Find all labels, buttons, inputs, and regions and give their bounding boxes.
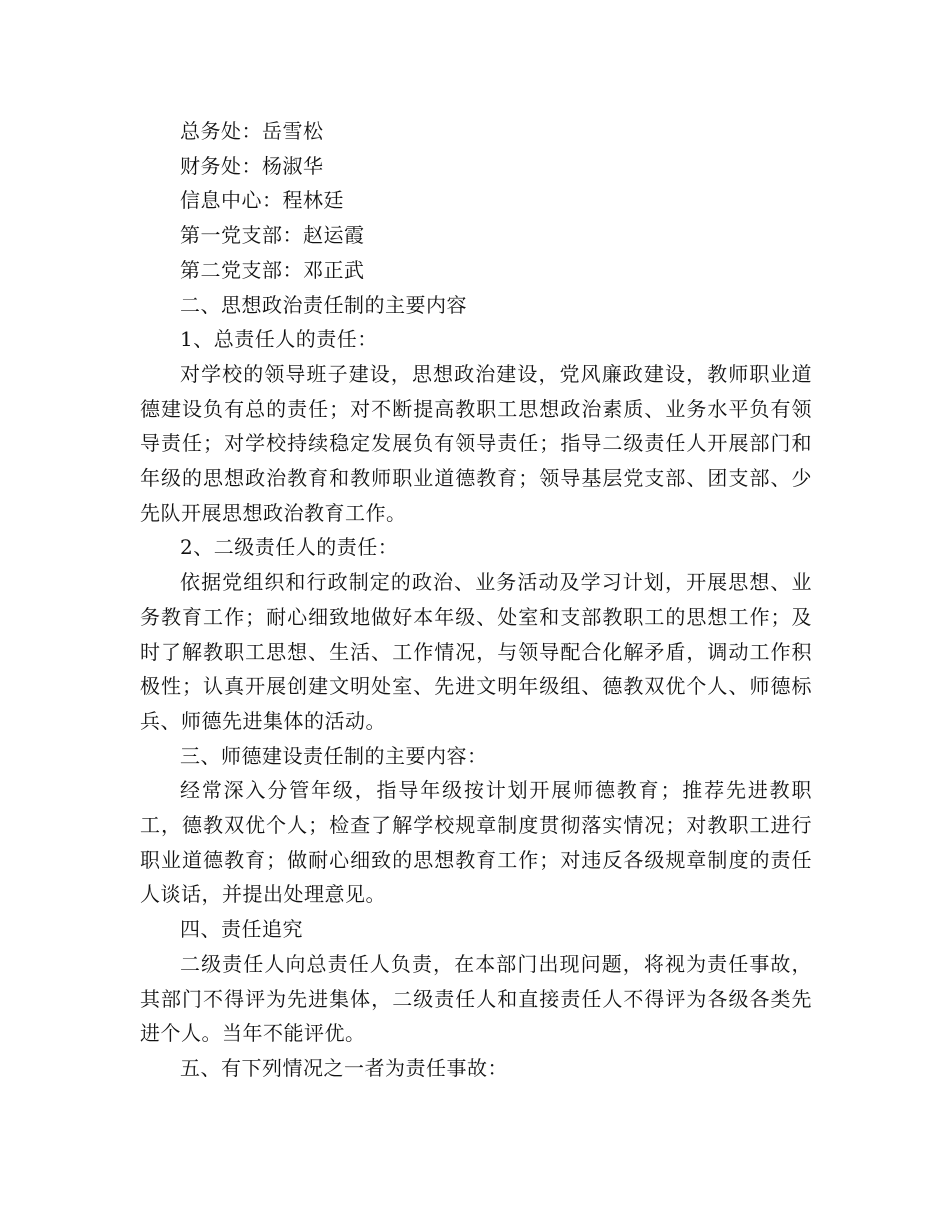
paragraph-info-center: 信息中心：程林廷 <box>180 188 344 213</box>
section-heading-ethics: 三、师德建设责任制的主要内容： <box>180 743 488 768</box>
paragraph-accountability: 二级责任人向总责任人负责，在本部门出现问题，将视为责任事故，其部门不得评为先进集体，二级责任人和直接责任人不得评为各级各类先进个人。当年不能评优。 <box>140 951 812 1046</box>
paragraph-first-branch: 第一党支部：赵运霞 <box>180 223 365 248</box>
paragraph-general-affairs: 总务处：岳雪松 <box>180 119 324 143</box>
section-heading-incidents: 五、有下列情况之一者为责任事故： <box>180 1055 508 1080</box>
paragraph-second-branch: 第二党支部：邓正武 <box>180 257 365 282</box>
paragraph-secondary-responsibility: 依据党组织和行政制定的政治、业务活动及学习计划，开展思想、业务教育工作；耐心细致地做好本年级、处室和支部教职工的思想工作；及时了解教职工思想、生活、工作情况，与领导配合化解矛盾，调动工作积极性；认真开展创建文明处室、先进文明年级组、德教双优个人、师德标兵、师德先进集体的活动。 <box>140 570 812 733</box>
section-heading-accountability: 四、责任追究 <box>180 917 303 942</box>
subheading-secondary-responsibility: 2、二级责任人的责任： <box>180 535 399 560</box>
paragraph-ethics: 经常深入分管年级，指导年级按计划开展师德教育；推荐先进教职工，德教双优个人；检查了解学校规章制度贯彻落实情况；对教职工进行职业道德教育；做耐心细致的思想教育工作；对违反各级规章制度的责任人谈话，并提出处理意见。 <box>140 778 812 907</box>
paragraph-chief-responsibility: 对学校的领导班子建设，思想政治建设，党风廉政建设，教师职业道德建设负有总的责任；对不断提高教职工思想政治素质、业务水平负有领导责任；对学校持续稳定发展负有领导责任；指导二级责任人开展部门和年级的思想政治教育和教师职业道德教育；领导基层党支部、团支部、少先队开展思想政治教育工作。 <box>140 361 812 525</box>
subheading-chief-responsibility: 1、总责任人的责任： <box>180 327 378 352</box>
paragraph-finance: 财务处：杨淑华 <box>180 153 324 178</box>
document-body <box>140 114 812 1086</box>
section-heading-political: 二、思想政治责任制的主要内容 <box>180 292 467 317</box>
